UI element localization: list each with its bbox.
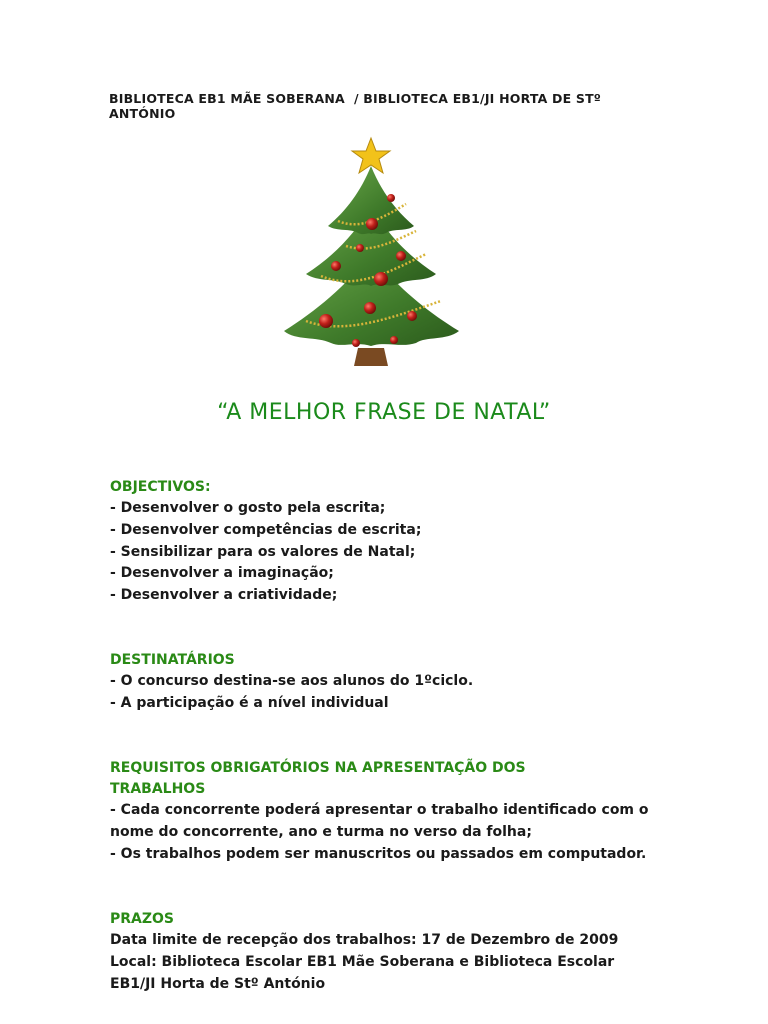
section-title: PRAZOS [110,911,175,927]
list-item: nome do concorrente, ano e turma no verso da folha; [110,823,532,840]
list-item: - Desenvolver a imaginação; [110,565,334,582]
list-item: - Cada concorrente poderá apresentar o trabalho identificado com o [110,802,649,818]
list-item: - Os trabalhos podem ser manuscritos ou passados em computador. [110,845,647,862]
section-destinatarios [110,650,670,715]
list-item: - O concurso destina-se aos alunos do 1ºciclo. [110,673,474,689]
list-item: - A participação é a nível individual [110,694,389,711]
header-line-2: ANTÓNIO [109,106,176,121]
library-header [109,91,649,121]
list-item: - Sensibilizar para os valores de Natal; [110,543,416,560]
section-title: DESTINATÁRIOS [110,652,235,668]
list-item: Local: Biblioteca Escolar EB1 Mãe Soberana e Biblioteca Escolar [110,953,615,970]
list-item: EB1/JI Horta de Stº António [110,975,326,992]
section-title: REQUISITOS OBRIGATÓRIOS NA APRESENTAÇÃO DOS TRABALHOS [110,760,526,797]
list-item: - Desenvolver a criatividade; [110,587,338,604]
section-requisitos [110,758,670,865]
list-item: - Desenvolver competências de escrita; [110,521,422,538]
list-item: Data limite de recepção dos trabalhos: 17 de Dezembro de 2009 [110,932,619,948]
list-item: - Desenvolver o gosto pela escrita; [110,500,386,516]
header-line-1: BIBLIOTECA EB1 MÃE SOBERANA / BIBLIOTECA EB1/JI HORTA DE STº [109,91,602,106]
tree-trunk [354,348,388,366]
section-prazos [110,909,670,995]
section-objectivos [110,477,670,607]
document-title: “A MELHOR FRASE DE NATAL” [217,400,551,425]
section-title: OBJECTIVOS: [110,479,211,495]
christmas-tree-illustration [276,136,466,372]
